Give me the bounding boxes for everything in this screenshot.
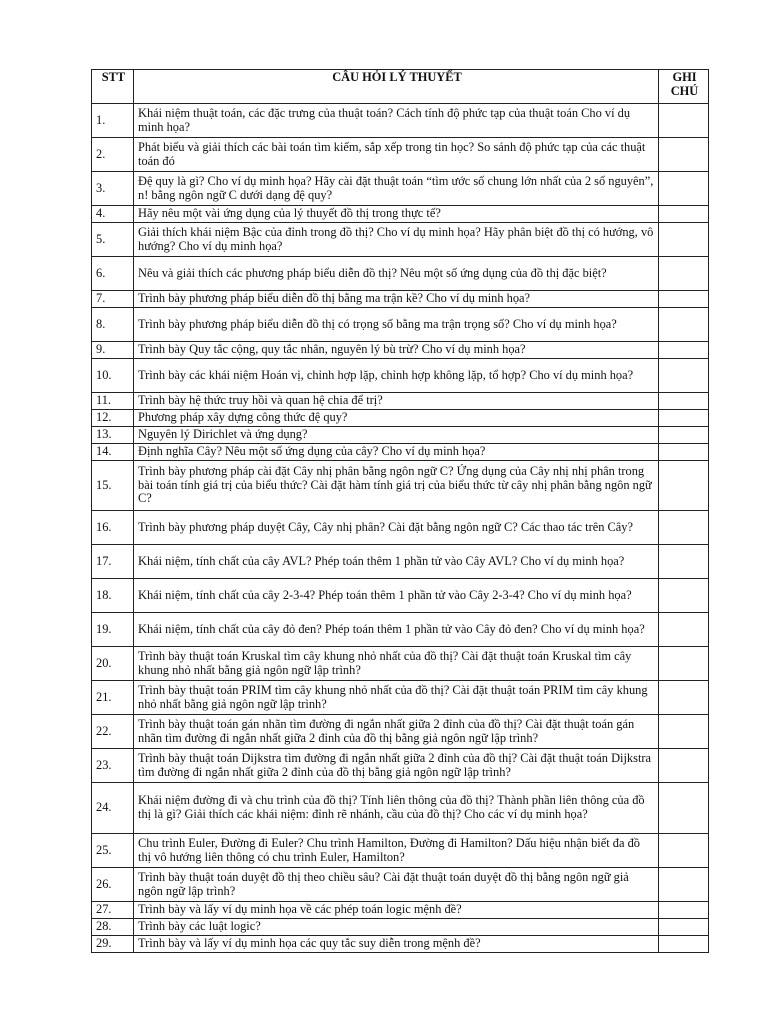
note-cell — [659, 461, 709, 511]
note-cell — [659, 427, 709, 444]
note-cell — [659, 342, 709, 359]
table-row — [92, 359, 709, 393]
question-text: Trình bày hệ thức truy hồi và quan hệ chia để trị? — [134, 393, 659, 410]
question-text: Định nghĩa Cây? Nêu một số ứng dụng của cây? Cho ví dụ minh họa? — [134, 444, 659, 461]
note-cell — [659, 172, 709, 206]
row-number: 7. — [92, 291, 134, 308]
note-cell — [659, 359, 709, 393]
table-row — [92, 545, 709, 579]
row-number: 26. — [92, 868, 134, 902]
row-number: 11. — [92, 393, 134, 410]
question-text: Khái niệm, tính chất của cây AVL? Phép toán thêm 1 phần tử vào Cây AVL? Cho ví dụ minh họa? — [134, 545, 659, 579]
table-row — [92, 868, 709, 902]
row-number: 24. — [92, 783, 134, 834]
note-cell — [659, 783, 709, 834]
table-row — [92, 681, 709, 715]
header-note: GHI CHÚ — [659, 70, 709, 104]
question-text: Khái niệm, tính chất của cây 2-3-4? Phép toán thêm 1 phần tử vào Cây 2-3-4? Cho ví dụ minh họa? — [134, 579, 659, 613]
row-number: 4. — [92, 206, 134, 223]
table-row — [92, 613, 709, 647]
question-text: Trình bày phương pháp biểu diễn đồ thị có trọng số bằng ma trận trọng số? Cho ví dụ minh họa? — [134, 308, 659, 342]
question-text: Trình bày thuật toán PRIM tìm cây khung nhỏ nhất của đồ thị? Cài đặt thuật toán PRIM tìm cây khung nhỏ nhất bằng giả ngôn ngữ lập trình? — [134, 681, 659, 715]
note-cell — [659, 511, 709, 545]
row-number: 3. — [92, 172, 134, 206]
row-number: 14. — [92, 444, 134, 461]
question-text: Trình bày phương pháp duyệt Cây, Cây nhị phân? Cài đặt bằng ngôn ngữ C? Các thao tác trên Cây? — [134, 511, 659, 545]
note-cell — [659, 919, 709, 936]
questions-table — [91, 69, 709, 953]
row-number: 25. — [92, 834, 134, 868]
note-cell — [659, 834, 709, 868]
table-row — [92, 291, 709, 308]
row-number: 1. — [92, 104, 134, 138]
question-text: Trình bày phương pháp cài đặt Cây nhị phân bằng ngôn ngữ C? Ứng dụng của Cây nhị nhị phân trong bài toán tính giá trị của biểu thức? Cài đặt hàm tính giá trị của biểu thức từ cây nhị phân bằng ngôn ngữ C? — [134, 461, 659, 511]
row-number: 19. — [92, 613, 134, 647]
note-cell — [659, 444, 709, 461]
table-row — [92, 919, 709, 936]
note-cell — [659, 223, 709, 257]
question-text: Trình bày các khái niệm Hoán vị, chỉnh hợp lặp, chỉnh hợp không lặp, tổ hợp? Cho ví dụ minh họa? — [134, 359, 659, 393]
questions-body — [92, 104, 709, 953]
question-text: Chu trình Euler, Đường đi Euler? Chu trình Hamilton, Đường đi Hamilton? Dấu hiệu nhận biết đa đồ thị vô hướng liên thông có chu trình Euler, Hamilton? — [134, 834, 659, 868]
question-text: Nêu và giải thích các phương pháp biểu diễn đồ thị? Nêu một số ứng dụng của đồ thị đặc biệt? — [134, 257, 659, 291]
question-text: Khái niệm đường đi và chu trình của đồ thị? Tính liên thông của đồ thị? Thành phần liên thông của đồ thị là gì? Giải thích các khái niệm: đỉnh rẽ nhánh, cầu của đồ thị? Cho các ví dụ minh họa? — [134, 783, 659, 834]
note-cell — [659, 308, 709, 342]
row-number: 5. — [92, 223, 134, 257]
note-cell — [659, 393, 709, 410]
note-cell — [659, 291, 709, 308]
note-cell — [659, 257, 709, 291]
table-row — [92, 749, 709, 783]
question-text: Trình bày các luật logic? — [134, 919, 659, 936]
note-cell — [659, 715, 709, 749]
table-row — [92, 342, 709, 359]
question-text: Khái niệm thuật toán, các đặc trưng của thuật toán? Cách tính độ phức tạp của thuật toán Cho ví dụ minh họa? — [134, 104, 659, 138]
row-number: 12. — [92, 410, 134, 427]
table-row — [92, 936, 709, 953]
question-text: Trình bày phương pháp biểu diễn đồ thị bằng ma trận kề? Cho ví dụ minh họa? — [134, 291, 659, 308]
note-cell — [659, 410, 709, 427]
question-text: Trình bày thuật toán gán nhãn tìm đường đi ngắn nhất giữa 2 đỉnh của đồ thị? Cài đặt thuật toán gán nhãn tìm đường đi ngắn nhất giữa 2 đỉnh của đồ thị bằng giả ngôn ngữ lập trình? — [134, 715, 659, 749]
header-stt: STT — [92, 70, 134, 104]
note-cell — [659, 104, 709, 138]
table-row — [92, 138, 709, 172]
row-number: 16. — [92, 511, 134, 545]
note-cell — [659, 647, 709, 681]
question-text: Phương pháp xây dựng công thức đệ quy? — [134, 410, 659, 427]
row-number: 15. — [92, 461, 134, 511]
question-text: Đệ quy là gì? Cho ví dụ minh họa? Hãy cài đặt thuật toán “tìm ước số chung lớn nhất của 2 số nguyên”, n! bằng ngôn ngữ C dưới dạng đệ quy? — [134, 172, 659, 206]
note-cell — [659, 749, 709, 783]
note-cell — [659, 868, 709, 902]
table-row — [92, 410, 709, 427]
table-row — [92, 461, 709, 511]
row-number: 18. — [92, 579, 134, 613]
row-number: 28. — [92, 919, 134, 936]
table-row — [92, 783, 709, 834]
table-row — [92, 104, 709, 138]
question-text: Trình bày thuật toán duyệt đồ thị theo chiều sâu? Cài đặt thuật toán duyệt đồ thị bằng ngôn ngữ giả ngôn ngữ lập trình? — [134, 868, 659, 902]
question-text: Giải thích khái niệm Bậc của đỉnh trong đồ thị? Cho ví dụ minh họa? Hãy phân biệt đồ thị có hướng, vô hướng? Cho ví dụ minh họa? — [134, 223, 659, 257]
table-row — [92, 257, 709, 291]
question-text: Trình bày và lấy ví dụ minh họa về các phép toán logic mệnh đề? — [134, 902, 659, 919]
question-text: Khái niệm, tính chất của cây đỏ đen? Phép toán thêm 1 phần tử vào Cây đỏ đen? Cho ví dụ minh họa? — [134, 613, 659, 647]
note-cell — [659, 902, 709, 919]
row-number: 20. — [92, 647, 134, 681]
note-cell — [659, 936, 709, 953]
row-number: 22. — [92, 715, 134, 749]
note-cell — [659, 138, 709, 172]
question-text: Trình bày thuật toán Kruskal tìm cây khung nhỏ nhất của đồ thị? Cài đặt thuật toán Kruskal tìm cây khung nhỏ nhất bằng giả ngôn ngữ lập trình? — [134, 647, 659, 681]
row-number: 21. — [92, 681, 134, 715]
table-row — [92, 444, 709, 461]
table-row — [92, 308, 709, 342]
row-number: 9. — [92, 342, 134, 359]
question-text: Trình bày và lấy ví dụ minh họa các quy tắc suy diễn trong mệnh đề? — [134, 936, 659, 953]
question-text: Hãy nêu một vài ứng dụng của lý thuyết đồ thị trong thực tế? — [134, 206, 659, 223]
table-row — [92, 647, 709, 681]
table-row — [92, 579, 709, 613]
row-number: 10. — [92, 359, 134, 393]
note-cell — [659, 681, 709, 715]
row-number: 29. — [92, 936, 134, 953]
row-number: 8. — [92, 308, 134, 342]
table-row — [92, 393, 709, 410]
row-number: 17. — [92, 545, 134, 579]
table-row — [92, 427, 709, 444]
row-number: 27. — [92, 902, 134, 919]
row-number: 2. — [92, 138, 134, 172]
table-row — [92, 902, 709, 919]
note-cell — [659, 545, 709, 579]
question-text: Trình bày Quy tắc cộng, quy tắc nhân, nguyên lý bù trừ? Cho ví dụ minh họa? — [134, 342, 659, 359]
row-number: 6. — [92, 257, 134, 291]
note-cell — [659, 206, 709, 223]
table-row — [92, 511, 709, 545]
row-number: 13. — [92, 427, 134, 444]
question-text: Nguyên lý Dirichlet và ứng dụng? — [134, 427, 659, 444]
table-row — [92, 834, 709, 868]
header-row — [92, 70, 709, 104]
question-text: Phát biểu và giải thích các bài toán tìm kiếm, sắp xếp trong tin học? So sánh độ phức tạp của các thuật toán đó — [134, 138, 659, 172]
table-row — [92, 715, 709, 749]
table-row — [92, 223, 709, 257]
table-row — [92, 172, 709, 206]
row-number: 23. — [92, 749, 134, 783]
question-text: Trình bày thuật toán Dijkstra tìm đường đi ngắn nhất giữa 2 đỉnh của đồ thị? Cài đặt thuật toán Dijkstra tìm đường đi ngắn nhất giữa 2 đỉnh của đồ thị bằng giả ngôn ngữ lập trình? — [134, 749, 659, 783]
table-row — [92, 206, 709, 223]
header-question: CÂU HỎI LÝ THUYẾT — [134, 70, 659, 104]
note-cell — [659, 613, 709, 647]
note-cell — [659, 579, 709, 613]
